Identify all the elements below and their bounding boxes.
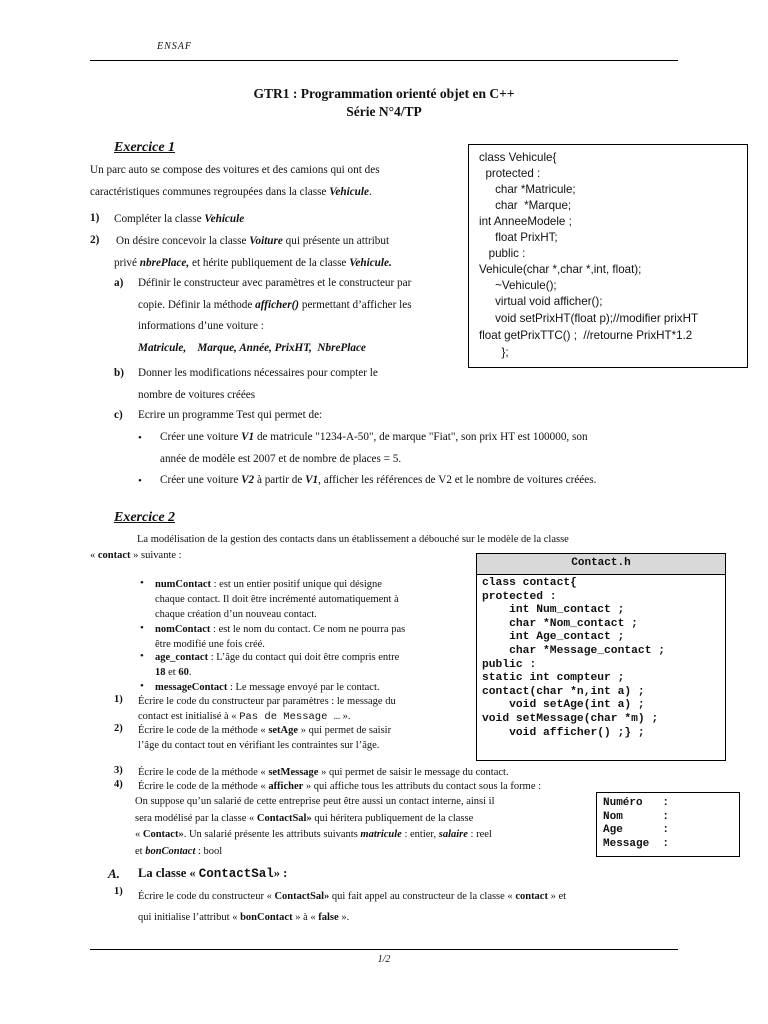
ex1-b-label: b) [114, 367, 124, 379]
school-header: ENSAF [157, 41, 192, 52]
ex2-q2-number: 2) [114, 723, 123, 734]
ex1-a-label: a) [114, 277, 124, 289]
ex2-q3-number: 3) [114, 765, 123, 776]
bullet-icon: • [138, 475, 142, 487]
bottom-rule [90, 949, 678, 950]
section-a-letter: A. [108, 866, 120, 881]
doc-title: GTR1 : Programmation orienté objet en C++ [253, 86, 515, 101]
ex2-q2: Écrire le code de la méthode « setAge » qui permet de saisir l’âge du contact tout en vérifiant les contraintes sur l’âge. [138, 725, 392, 751]
section-a-title: La classe « ContactSal» : [138, 866, 288, 881]
contact-header-box [476, 553, 726, 761]
ex1-q2-number: 2) [90, 234, 100, 246]
exercise-1-title: Exercice 1 [114, 140, 176, 155]
ex1-q1-number: 1) [90, 212, 100, 224]
bullet-icon: • [138, 432, 142, 444]
page-number: 1/2 [377, 954, 391, 965]
bullet-icon: • [140, 650, 144, 662]
contact-class-code: class contact{ protected : int Num_contact ; char *Nom_contact ; int Age_contact ; char *Message_contact ; public : static int compteur ; contact(char *n,int a) ; void setAge(int a) ; void setMessage(char *m) ; void afficher() ;} ; [482, 577, 666, 739]
ex2-q4: Écrire le code de la méthode « afficher » qui affiche tous les attributs du contact sous la forme : [138, 781, 542, 792]
ex1-q2: On désire concevoir la classe Voiture qui présente un attribut privé nbrePlace, et hérite publiquement de la classe Vehicule. [114, 235, 392, 269]
ex2-q3: Écrire le code de la méthode « setMessage » qui permet de saisir le message du contact. [138, 767, 509, 778]
bullet-icon: • [140, 622, 144, 634]
contact-box-title: Contact.h [477, 554, 725, 575]
ex2-contactsal-paragraph: On suppose qu’un salarié de cette entreprise peut être aussi un contact interne, ainsi il sera modélisé par la classe « ContactSal» qui héritera publiquement de la classe « Contact». Un salarié présente les attributs suivants matricule : entier, salaire : reel et bonContact : bool [135, 796, 495, 857]
ex1-intro: Un parc auto se compose des voitures et des camions qui ont des caractéristiques communes regroupées dans la classe Vehicule. [90, 164, 380, 198]
ex1-c: Ecrire un programme Test qui permet de: [138, 409, 323, 421]
ex1-c-bullet-1: Créer une voiture V1 de matricule "1234-A-50", de marque "Fiat", son prix HT est 100000, son année de modèle est 2007 et de nombre de places = 5. [160, 431, 588, 465]
ex2-bullet-agecontact: age_contact : L’âge du contact qui doit être compris entre 18 et 60. [155, 652, 400, 678]
doc-subtitle: Série N°4/TP [346, 104, 422, 119]
section-a-q1-number: 1) [114, 886, 123, 897]
vehicule-code-box: class Vehicule{ protected : char *Matricule; char *Marque; int AnneeModele ; float PrixHT; public : Vehicule(char *,char *,int, float); ~Vehicule(); virtual void afficher(); void setPrixHT(float p);//modifier prixHT float getPrixTTC() ; //retourne PrixHT*1.2 }; [468, 144, 748, 368]
ex2-intro-line2: « contact » suivante : [90, 550, 182, 561]
bullet-icon: • [140, 680, 144, 692]
ex1-q1: Compléter la classe Vehicule [114, 213, 245, 225]
ex2-q1-number: 1) [114, 694, 123, 705]
exercise-2-title: Exercice 2 [114, 510, 176, 525]
ex2-bullet-messagecontact: messageContact : Le message envoyé par le contact. [155, 682, 380, 693]
ex2-intro-line1: La modélisation de la gestion des contacts dans un établissement a débouché sur le modèle de la classe [137, 534, 569, 545]
ex1-a: Définir le constructeur avec paramètres et le constructeur par copie. Définir la méthode afficher() permettant d’afficher les informations d’une voiture : Matricule, Marque, Année, PrixHT, NbrePlace [138, 277, 412, 354]
ex1-c-label: c) [114, 409, 123, 421]
ex2-bullet-nomcontact: nomContact : est le nom du contact. Ce nom ne pourra pas être modifié une fois créé. [155, 624, 406, 650]
ex2-q4-number: 4) [114, 779, 123, 790]
display-format-code: Numéro : Nom : Age : Message : [603, 797, 670, 850]
section-a-q1: Écrire le code du constructeur « ContactSal» qui fait appel au constructeur de la classe « contact » et qui initialise l’attribut « bonContact » à « false ». [138, 891, 567, 923]
top-rule [90, 60, 678, 61]
ex1-c-bullet-2: Créer une voiture V2 à partir de V1, afficher les références de V2 et le nombre de voitures créées. [160, 474, 597, 486]
ex1-b: Donner les modifications nécessaires pour compter le nombre de voitures créées [138, 367, 378, 401]
ex2-q1: Écrire le code du constructeur par paramètres : le message du contact est initialisé à « Pas de Message … ». [138, 696, 396, 723]
bullet-icon: • [140, 577, 144, 589]
ex2-bullet-numcontact: numContact : est un entier positif unique qui désigne chaque contact. Il doit être incrémenté automatiquement à chaque création d’un nouveau contact. [155, 579, 399, 620]
display-format-box [596, 792, 740, 857]
